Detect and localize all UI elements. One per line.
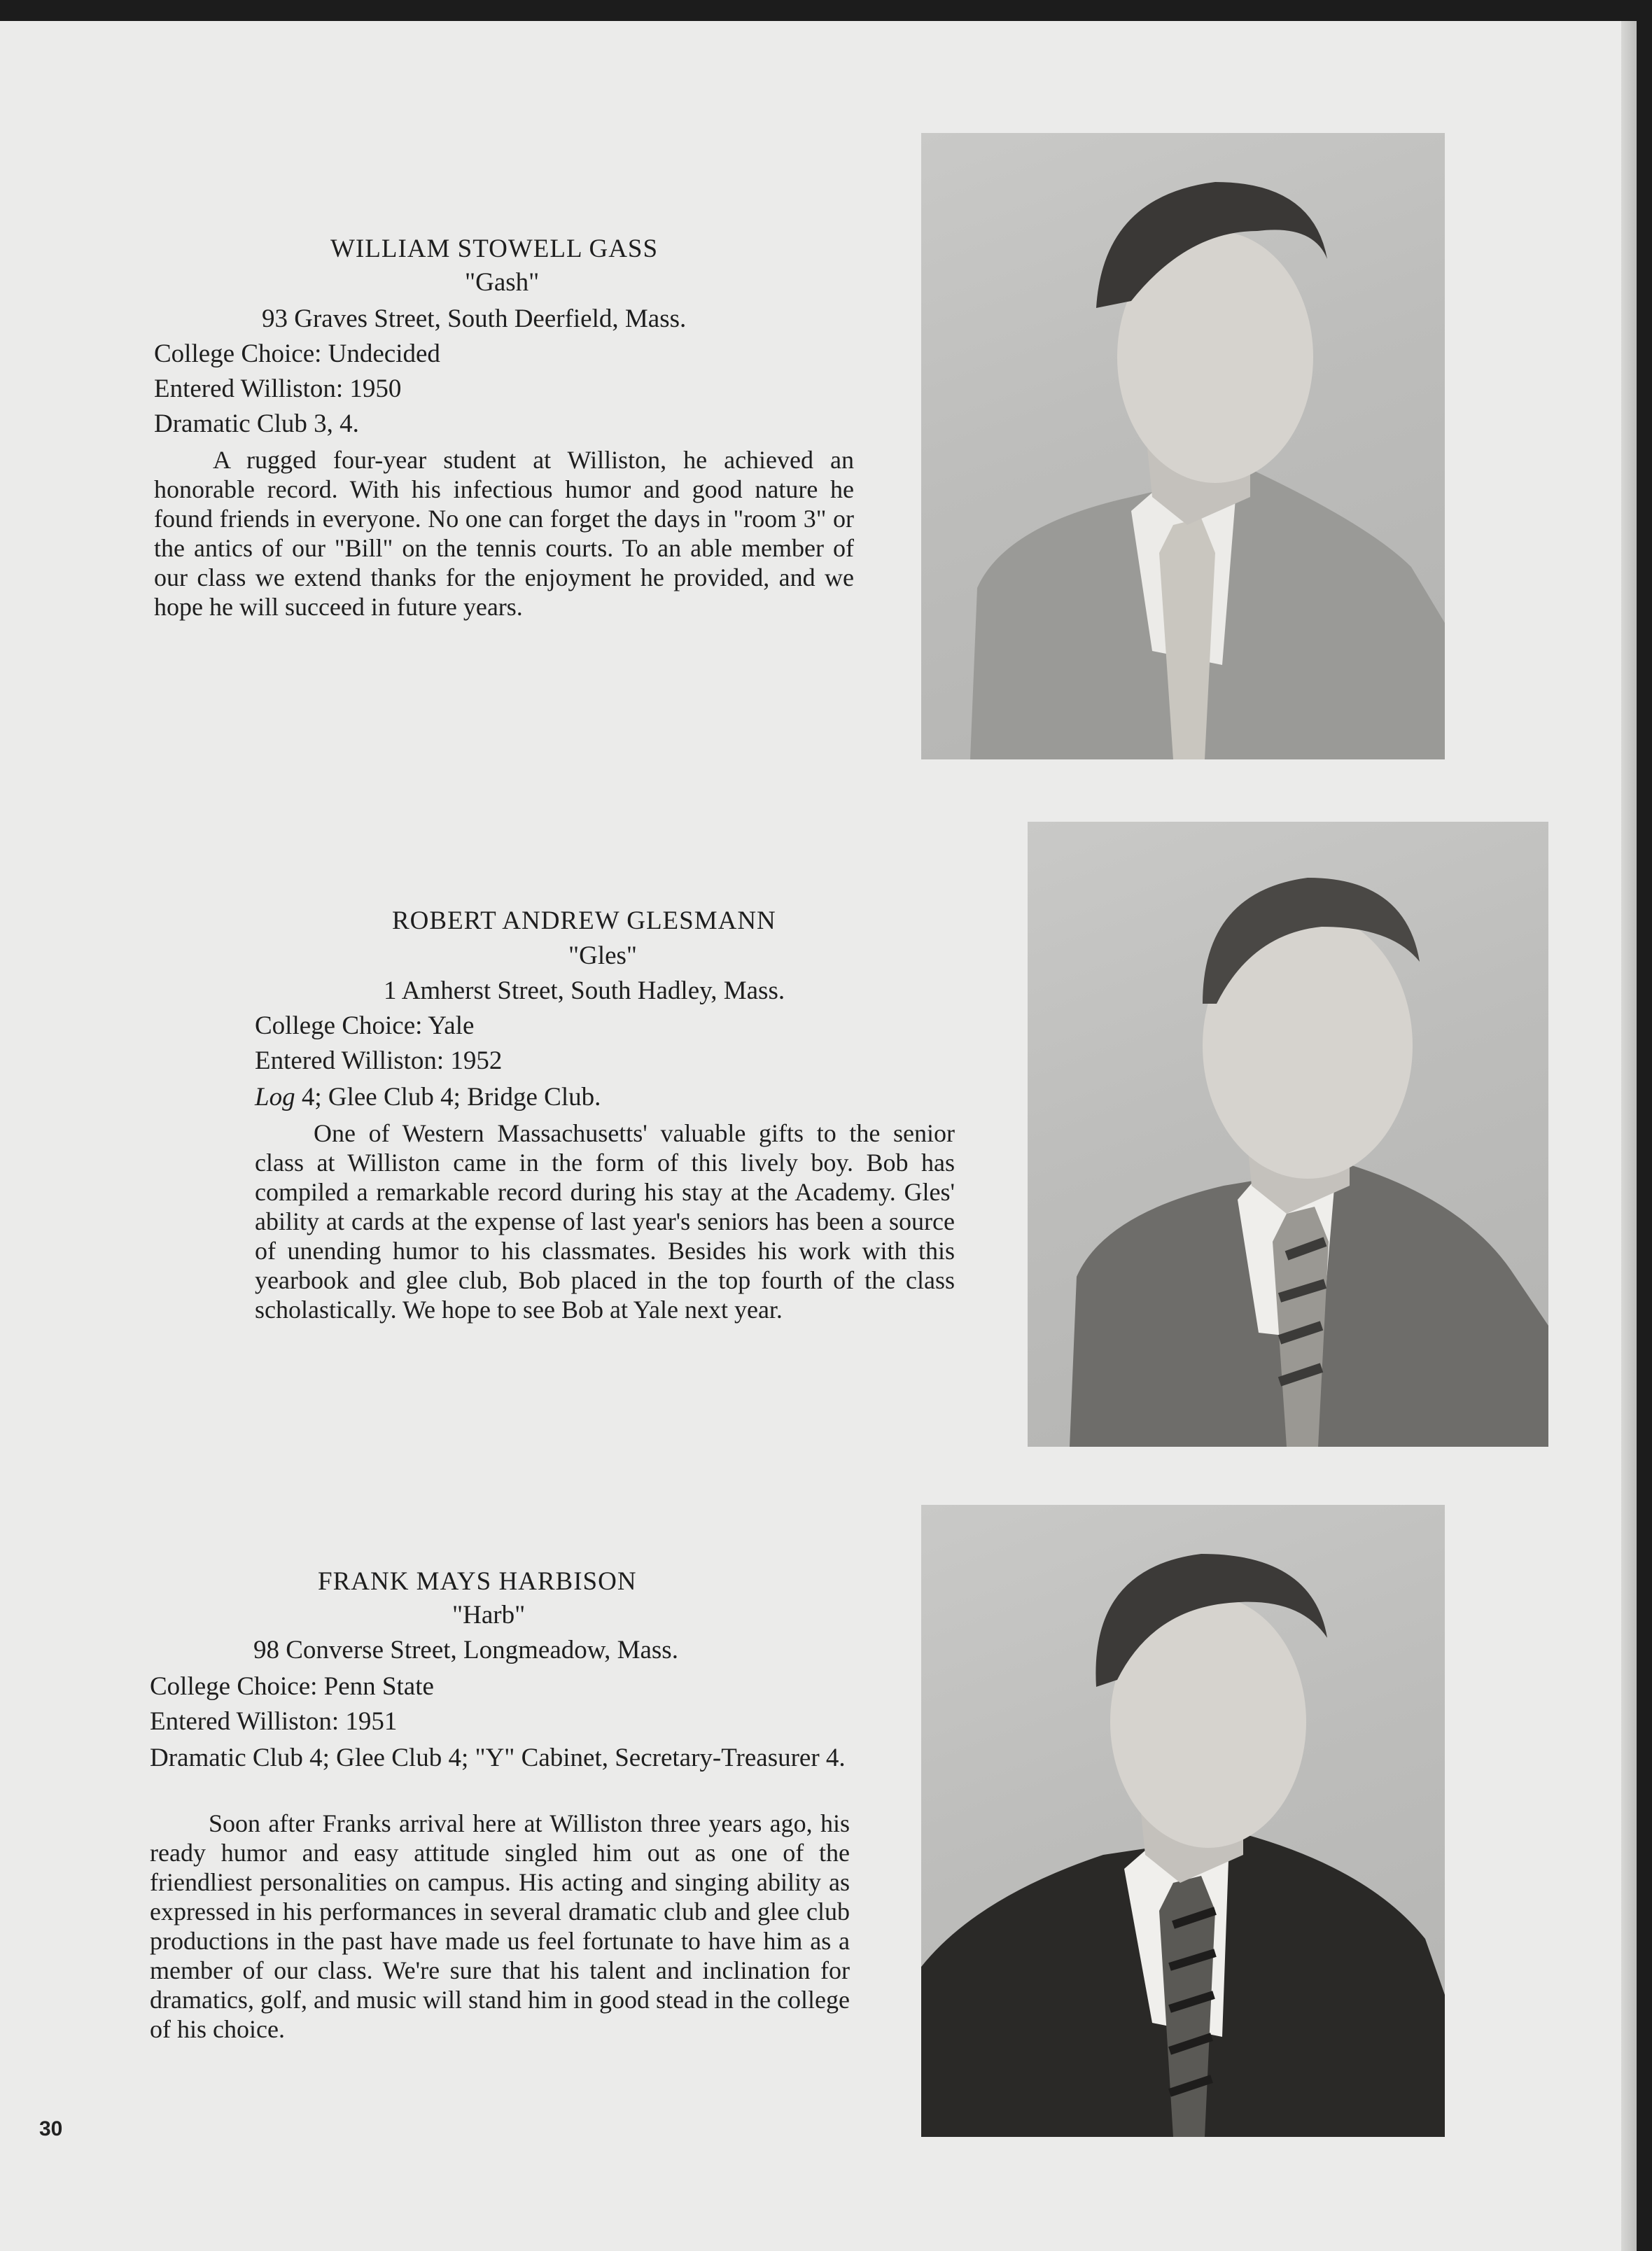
student-name: ROBERT ANDREW GLESMANN: [392, 906, 776, 935]
student-nickname: "Gash": [465, 268, 540, 297]
student-portrait-harbison: [921, 1505, 1445, 2137]
entered-williston: Entered Williston: 1950: [154, 374, 402, 403]
activities: Dramatic Club 4; Glee Club 4; "Y" Cabinet, Secretary-Treasurer 4.: [150, 1744, 846, 1772]
page-edge: [1621, 21, 1637, 2251]
student-name: FRANK MAYS HARBISON: [318, 1567, 637, 1596]
student-nickname: "Harb": [452, 1601, 526, 1629]
activities-rest: 4; Glee Club 4; Bridge Club.: [295, 1083, 601, 1112]
student-bio: A rugged four-year student at Williston, he achieved an honorable record. With his infectious humor and good nature he found friends in everyone. No one can forget the days in "room 3" or the antics of our "Bill" on the tennis courts. To an able member of our class we extend thanks for the enjoyment he provided, and we hope he will succeed in future years.: [154, 446, 854, 621]
entered-williston: Entered Williston: 1952: [255, 1046, 503, 1075]
page-number: 30: [39, 2117, 63, 2140]
student-portrait-gass: [921, 133, 1445, 759]
student-name: WILLIAM STOWELL GASS: [330, 234, 659, 263]
student-address: 1 Amherst Street, South Hadley, Mass.: [384, 976, 785, 1005]
student-bio: One of Western Massachusetts' valuable gifts to the senior class at Williston came in the form of this lively boy. Bob has compiled a remarkable record during his stay at the Academy. Gles' ability at cards at the expense of last year's seniors has been a source of unending humor to his classmates. Besides his work with this yearbook and glee club, Bob placed in the top fourth of the class scholastically. We hope to see Bob at Yale next year.: [255, 1119, 955, 1324]
activities: [255, 1084, 601, 1110]
student-portrait-glesmann: [1028, 822, 1548, 1447]
student-address: 93 Graves Street, South Deerfield, Mass.: [262, 304, 687, 333]
student-address: 98 Converse Street, Longmeadow, Mass.: [253, 1636, 678, 1664]
student-bio: Soon after Franks arrival here at Williston three years ago, his ready humor and easy attitude singled him out as one of the friendliest personalities on campus. His acting and singing ability as expressed in his performances in several dramatic club and glee club productions in the past have made us feel fortunate to have him as a member of our class. We're sure that his talent and inclination for dramatics, golf, and music will stand him in good stead in the college of his choice.: [150, 1809, 850, 2043]
activities: Dramatic Club 3, 4.: [154, 409, 359, 438]
student-nickname: "Gles": [568, 941, 638, 970]
entered-williston: Entered Williston: 1951: [150, 1707, 398, 1736]
college-choice: College Choice: Yale: [255, 1011, 475, 1040]
college-choice: College Choice: Undecided: [154, 339, 440, 368]
log-title: Log: [255, 1083, 295, 1112]
binding-shadow: [1637, 0, 1652, 2251]
college-choice: College Choice: Penn State: [150, 1672, 434, 1701]
